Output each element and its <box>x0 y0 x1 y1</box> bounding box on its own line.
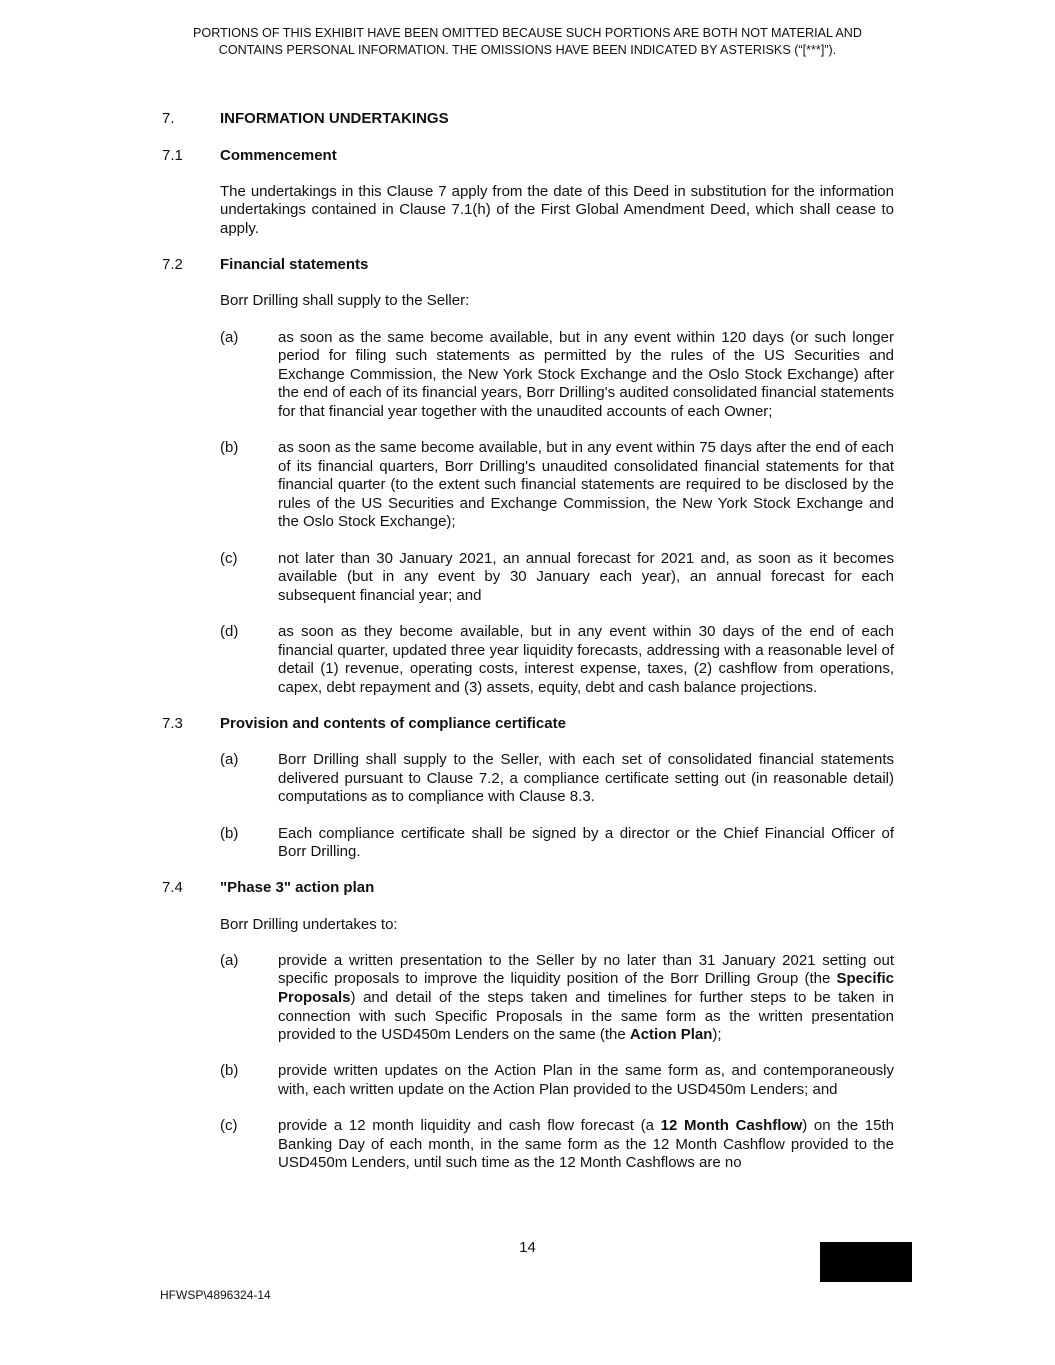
clause-title: "Phase 3" action plan <box>220 879 375 897</box>
item-text: Each compliance certificate shall be signed by a director or the Chief Financial Officer of Borr Drilling. <box>278 824 894 861</box>
item-text: not later than 30 January 2021, an annual forecast for 2021 and, as soon as it becomes available (but in any event by 30 January each year), an annual forecast for each subsequent financial year; and <box>278 549 894 604</box>
header-line-1: PORTIONS OF THIS EXHIBIT HAVE BEEN OMITTED BECAUSE SUCH PORTIONS ARE BOTH NOT MATERIAL AND <box>193 26 862 40</box>
clause-7-3-item-b <box>220 825 894 862</box>
item-label: (a) <box>220 328 239 346</box>
item-text: as soon as the same become available, but in any event within 75 days after the end of each of its financial quarters, Borr Drilling's unaudited consolidated financial statements for that financial quarter (to the extent such financial statements are required to be disclosed by the rules of the US Securities and Exchange Commission, the New York Stock Exchange and the Oslo Stock Exchange); <box>278 439 894 531</box>
text-run: provide a written presentation to the Seller by no later than 31 January 2021 setting out specific proposals to improve the liquidity position of the Borr Drilling Group (the <box>278 951 894 988</box>
item-label: (c) <box>220 549 238 567</box>
clause-number: 7.3 <box>162 715 183 732</box>
clause-7-2-item-d <box>220 623 894 697</box>
item-label: (d) <box>220 623 239 641</box>
clause-title: Financial statements <box>220 256 369 274</box>
text-run: ) on the 15th Banking Day of each month, in the same form as the 12 Month Cashflow provided to the USD450m Lenders, until such time as the 12 Month Cashflows are no <box>278 1117 894 1172</box>
redaction-box <box>820 1242 912 1282</box>
clause-7-4-intro: Borr Drilling undertakes to: <box>220 915 398 933</box>
item-label: (b) <box>220 439 239 457</box>
text-run: ) and detail of the steps taken and timelines for further steps to be taken in connection with such Specific Proposals in the same form as the written presentation provided to the USD450m Lenders on the same (the <box>278 988 894 1044</box>
item-label: (a) <box>220 951 239 969</box>
header-line-2: CONTAINS PERSONAL INFORMATION. THE OMISSIONS HAVE BEEN INDICATED BY ASTERISKS (“[***]”). <box>218 43 837 57</box>
clause-title: Provision and contents of compliance certificate <box>220 715 566 732</box>
clause-7-4-item-b <box>220 1062 894 1099</box>
page-number: 14 <box>519 1239 536 1256</box>
clause-number: 7.1 <box>162 146 183 164</box>
defined-term: Action Plan <box>629 1026 713 1044</box>
clause-7-4-heading <box>162 879 894 898</box>
clause-7-2-item-b <box>220 439 894 532</box>
item-label: (b) <box>220 1062 239 1080</box>
clause-7-2-intro: Borr Drilling shall supply to the Seller: <box>220 292 470 310</box>
clause-7-3-heading <box>162 715 894 734</box>
clause-7-1-heading <box>162 147 894 166</box>
section-title: INFORMATION UNDERTAKINGS <box>220 110 449 127</box>
clause-7-3-item-a <box>220 751 894 807</box>
clause-number: 7.4 <box>162 879 183 897</box>
section-7-heading <box>162 110 894 129</box>
clause-number: 7.2 <box>162 256 183 274</box>
clause-7-4-item-a <box>220 952 894 1045</box>
defined-term: Specific Proposals <box>278 970 894 1006</box>
item-text: Borr Drilling shall supply to the Seller, with each set of consolidated financial statements delivered pursuant to Clause 7.2, a compliance certificate setting out (in reasonable detail) computations as to compliance with Clause 8.3. <box>278 751 894 806</box>
item-label: (a) <box>220 751 239 769</box>
item-text <box>278 1117 894 1173</box>
text-run: ); <box>712 1026 722 1044</box>
item-label: (b) <box>220 824 239 842</box>
text-run: provide a 12 month liquidity and cash flow forecast (a <box>278 1117 661 1135</box>
item-text: as soon as they become available, but in any event within 30 days of the end of each financial quarter, updated three year liquidity forecasts, addressing with a reasonable level of detail (1) revenue, operating costs, interest expense, taxes, (2) cashflow from operations, capex, debt repayment and (3) assets, equity, debt and cash balance projections. <box>278 623 894 696</box>
clause-7-4-item-c <box>220 1117 894 1173</box>
redaction-notice-header <box>140 25 915 59</box>
item-text <box>278 952 894 1045</box>
document-reference: HFWSP\4896324-14 <box>160 1288 271 1302</box>
section-number: 7. <box>162 110 175 127</box>
item-text: as soon as the same become available, but in any event within 120 days (or such longer period for filing such statements as permitted by the rules of the US Securities and Exchange Commission, the New York Stock Exchange and the Oslo Stock Exchange) after the end of each of its financial years, Borr Drilling's audited consolidated financial statements for that financial year together with the unaudited accounts of each Owner; <box>278 328 894 420</box>
clause-7-2-heading <box>162 256 894 275</box>
item-text: provide written updates on the Action Plan in the same form as, and contemporaneously with, each written update on the Action Plan provided to the USD450m Lenders; and <box>278 1062 894 1098</box>
item-label: (c) <box>220 1117 238 1135</box>
clause-7-2-item-c <box>220 550 894 606</box>
document-body <box>162 110 894 1173</box>
clause-title: Commencement <box>220 146 337 164</box>
clause-7-1-text: The undertakings in this Clause 7 apply from the date of this Deed in substitution for the information undertakings contained in Clause 7.1(h) of the First Global Amendment Deed, which shall cease to apply. <box>220 182 894 237</box>
clause-7-2-item-a <box>220 329 894 422</box>
defined-term: 12 Month Cashflow <box>660 1117 803 1135</box>
